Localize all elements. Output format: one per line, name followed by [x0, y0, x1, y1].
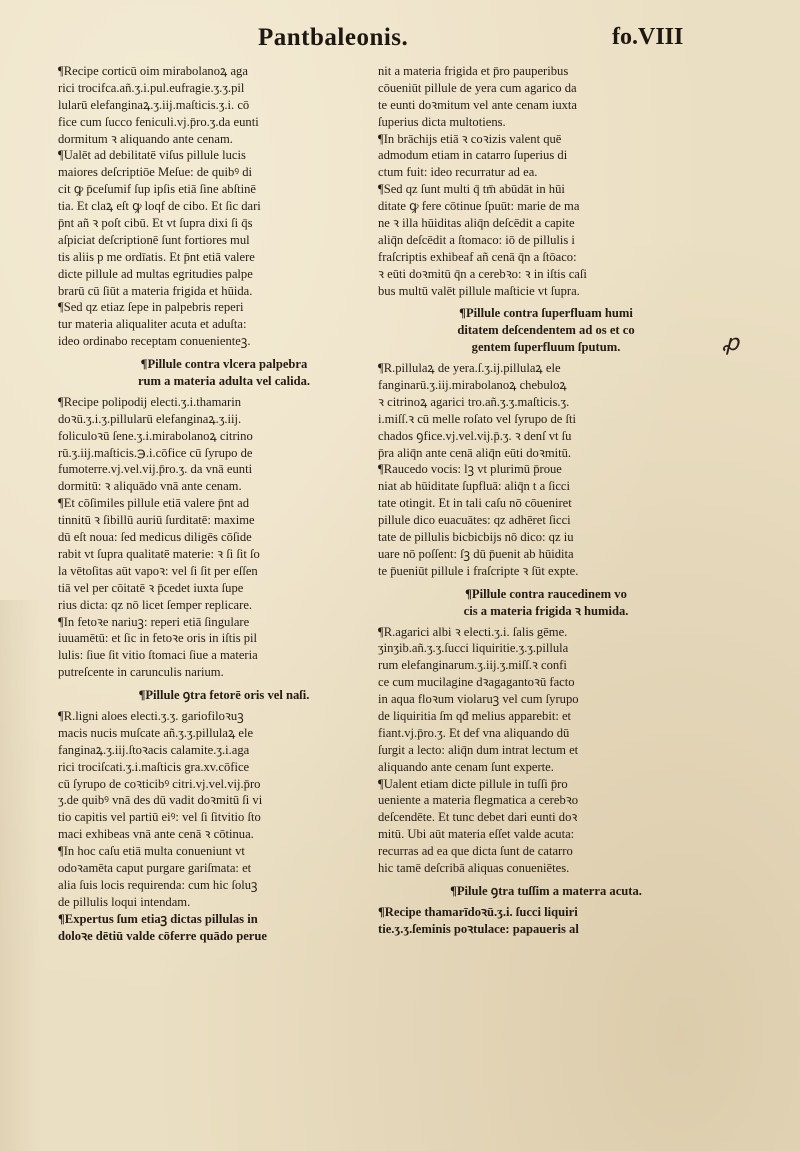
text-line: ¶In fetoꝛe nariuꝫ: reperi etiā ſingulare — [58, 614, 250, 629]
text-line: maci exhibeas vnā ante cenā ꝛ cōtinua. — [58, 827, 254, 842]
text-line: recurras ad ea que dicta ſunt de catarro — [378, 844, 573, 859]
text-line: iuuamētū: et ſic in fetoꝛe oris in iſtis pil — [58, 631, 258, 646]
text-line: niat ab hūiditate ſupfluā: aliq̄n t a ſicci — [378, 479, 570, 494]
text-line: deſcendēte. Et tunc debet dari eunti doꝛ — [378, 810, 578, 825]
text-line: ¶R.ligni aloes electi.ʒ.ʒ. gariofiloꝛuꝫ — [58, 708, 244, 723]
text-line: ꝛ citrinoꝝ agarici tro.añ.ʒ.ʒ.maſticis.ʒ. — [378, 394, 570, 409]
text-line: hic tamē deſcribā aliquas conueniētes. — [378, 860, 570, 875]
text-line: doloꝛe dētiū valde cōferre quādo perue — [58, 928, 267, 943]
text-line: fraſcriptis exhibeaf añ cenā q̄n a ſtōaco: — [378, 249, 577, 264]
text-paragraph — [378, 776, 700, 877]
text-line: aliq̄n deſcēdit a ſtomaco: iō de pillulis i — [378, 232, 575, 247]
left-text-column — [58, 63, 376, 944]
text-line: macis nucis muſcate añ.ʒ.ʒ.pillulaꝝ ele — [58, 725, 254, 740]
text-line: tur materia aliqualiter acuta et aduſta: — [58, 317, 247, 332]
text-line: ¶Pillule contra vlcera palpebra — [140, 357, 308, 372]
text-line: ditatem deſcendentem ad os et co — [457, 323, 635, 338]
text-paragraph — [58, 394, 376, 495]
text-line: rum elefanginarum.ʒ.iij.ʒ.miſſ.ꝛ confi — [378, 658, 567, 673]
text-line: p̄nt añ ꝛ poſt cibū. Et vt ſupra dixi ſi q̄s — [58, 216, 253, 231]
text-line: dormitum ꝛ aliquando ante cenam. — [58, 131, 233, 146]
text-line: ¶R.pillulaꝝ de yera.ſ.ʒ.ij.pillulaꝝ ele — [378, 361, 561, 376]
text-line: gentem ſuperfluum ſputum. — [471, 340, 621, 355]
right-text-column — [378, 63, 700, 938]
text-line: ſuperius dicta multotiens. — [378, 114, 506, 129]
text-line: ¶Ualent etiam dicte pillule in tuſſi p̄ro — [378, 776, 568, 791]
text-line: ditate ꝙ fere cōtinue ſpuūt: marie de ma — [378, 199, 580, 214]
text-line: rum a materia adulta vel calida. — [137, 374, 311, 389]
text-line: odoꝛamēta caput purgare gariſmata: et — [58, 860, 252, 875]
text-line: ¶Recipe corticū oim mirabolanoꝝ aga — [58, 64, 248, 78]
text-paragraph — [378, 624, 700, 776]
text-paragraph — [58, 614, 376, 682]
text-line: ce cum mucilagine dꝛagagantoꝛū facto — [378, 675, 575, 690]
text-line: foliculoꝛū ſene.ʒ.i.mirabolanoꝝ citrino — [58, 428, 253, 443]
text-line: ideo ordinabo receptam conuenienteꝫ. — [58, 334, 251, 349]
text-line: rū.ʒ.iij.maſticis.℈.i.cōfice cū ſyrupo de — [58, 445, 253, 460]
text-line: ʒinʒib.añ.ʒ.ʒ.ſucci liquiritie.ʒ.ʒ.pillula — [378, 641, 569, 656]
section-heading — [58, 687, 376, 704]
text-paragraph — [58, 708, 376, 843]
text-line: tio capitis vel partiū eiꝰ: vel ſi ſitvitio ſto — [58, 810, 261, 825]
text-line: ne ꝛ illa hūiditas aliq̄n deſcēdit a capite — [378, 216, 575, 231]
running-header — [0, 24, 800, 58]
text-line: rabit vt ſupra qualitatē materie: ꝛ ſi ſit ſo — [58, 546, 260, 561]
text-line: fice cum ſucco feniculi.vj.p̄ro.ʒ.da eunti — [58, 114, 259, 129]
text-line: cit ꝙ p̄ceſumif ſup ipſis etiā ſine abſtinē — [58, 182, 256, 197]
text-line: ¶Pilule ꝯtra tuſſim a materra acuta. — [450, 883, 642, 898]
text-line: brarū cū ſiūt a materia frigida et hūida. — [58, 283, 253, 298]
text-line: ¶Pillule contra raucedinem vo — [465, 586, 627, 601]
text-line: admodum etiam in catarro ſuperius di — [378, 148, 568, 163]
text-line: ¶Raucedo vocis: lꝫ vt plurimū p̄roue — [378, 462, 562, 477]
text-line: cū ſyrupo de coꝛticibꝰ citri.vj.vel.vij.p̄ro — [58, 776, 261, 791]
text-line: lularū elefanginaꝝ.ʒ.iij.maſticis.ʒ.i. cō — [58, 97, 250, 112]
text-line: ¶Ualēt ad debilitatē viſus pillule lucis — [58, 148, 246, 163]
text-line: fiant.vj.p̄ro.ʒ. Et def vna aliquando dū — [378, 725, 570, 740]
text-line: tate otingit. Et in tali caſu nō cōueniret — [378, 496, 572, 511]
text-line: mitū. Ubi aūt materia eſſet valde acuta: — [378, 827, 575, 842]
page-stain — [0, 600, 42, 1151]
text-line: ¶Pillule contra ſuperfluam humi — [459, 306, 633, 321]
text-line: fanginaꝝ.ʒ.iij.ſtoꝛacis calamite.ʒ.i.aga — [58, 742, 250, 757]
text-line: aſpiciat deſcriptionē ſunt fortiores mul — [58, 232, 250, 247]
text-line: dicte pillule ad multas egritudies palpe — [58, 266, 253, 281]
text-line: tate de pillulis bicbicbijs nō dico: qz iu — [378, 530, 574, 545]
text-line: uare nō poſſent: ſꝫ dū p̄uenit ab hūidita — [378, 546, 574, 561]
text-line: i.miſſ.ꝛ cū melle roſato vel ſyrupo de ſti — [378, 411, 576, 426]
text-line: te p̄ueniūt pillule i fraſcripte ꝛ ſūt expte. — [378, 563, 579, 578]
text-line: cōueniūt pillule de yera cum agarico da — [378, 80, 577, 95]
section-heading — [58, 356, 376, 390]
text-paragraph — [378, 63, 700, 131]
text-line: dū eſt noua: ſed medicus diligēs cōſide — [58, 530, 252, 545]
text-line: in aqua floꝛum violaruꝫ vel cum ſyrupo — [378, 692, 579, 707]
text-line: ¶In brāchijs etiā ꝛ coꝛizis valent quē — [378, 131, 562, 146]
text-line: alia ſuis locis requirenda: cum hic ſoluꝫ — [58, 877, 258, 892]
folio-number: fo.VIII — [612, 24, 684, 50]
text-paragraph — [58, 63, 376, 147]
text-line: ¶R.agarici albi ꝛ electi.ʒ.i. ſalis gēme. — [378, 624, 568, 639]
text-paragraph — [378, 904, 700, 938]
text-line: cis a materia frigida ꝛ humida. — [463, 603, 629, 618]
text-line: nit a materia frigida et p̄ro pauperibus — [378, 64, 569, 78]
text-line: te eunti doꝛmitum vel ante cenam iuxta — [378, 97, 578, 112]
running-title: Pantbaleonis. — [258, 24, 409, 51]
text-line: ¶Recipe polipodij electi.ʒ.i.thamarin — [58, 394, 242, 409]
text-line: dormitū: ꝛ aliquādo vnā ante cenam. — [58, 479, 242, 494]
text-line: de pillulis loqui intendam. — [58, 894, 191, 909]
text-line: pillule dico euacuātes: qz adhēret ſicci — [378, 513, 571, 528]
text-line: putreſcente in carunculis narium. — [58, 665, 224, 680]
section-heading — [378, 586, 700, 620]
text-line: lulis: ſiue ſit vitio ſtomaci ſiue a materia — [58, 648, 258, 663]
text-line: tiā vel per cōitatē ꝛ p̄cedet iuxta ſupe — [58, 580, 244, 595]
text-line: ¶Recipe thamarīdoꝛū.ʒ.i. ſucci liquiri — [378, 904, 578, 919]
text-line: ſurgit a lecto: aliq̄n dum intrat lectum et — [378, 742, 579, 757]
text-line: tis aliis p me ordīatis. Et p̄nt etiā valere — [58, 249, 255, 264]
text-line: maiores deſcriptiōe Meſue: de quibꝰ di — [58, 165, 253, 180]
text-line: ¶In hoc caſu etiā multa conueniunt vt — [58, 844, 245, 859]
text-line: la vētoſitas aūt vapoꝛ: vel ſi ſit per eſſen — [58, 563, 258, 578]
text-line: ueniente a materia flegmatica a cerebꝛo — [378, 793, 579, 808]
text-line: chados ꝯfice.vj.vel.vij.p̄.ʒ. ꝛ denſ vt ſu — [378, 428, 572, 443]
text-line: rici trocifca.añ.ʒ.i.pul.eufragie.ʒ.ʒ.pil — [58, 80, 245, 95]
text-paragraph — [58, 299, 376, 350]
text-line: tie.ʒ.ʒ.ſeminis poꝛtulace: papaueris al — [378, 921, 579, 936]
text-line: ¶Et cōſimiles pillule etiā valere p̄nt ad — [58, 496, 250, 511]
text-paragraph — [58, 843, 376, 911]
text-line: rius dicta: qz nō licet ſemper replicare. — [58, 597, 253, 612]
text-paragraph — [378, 461, 700, 579]
text-paragraph — [58, 495, 376, 613]
text-line: ʒ.de quibꝰ vnā des dū vadit doꝛmitū ſi vi — [58, 793, 263, 808]
text-line: bus multū valēt pillule maſticie vt ſupra. — [378, 283, 580, 298]
text-line: ctum fuit: ideo recurratur ad ea. — [378, 165, 538, 180]
text-line: doꝛū.ʒ.i.ʒ.pillularū elefanginaꝝ.ʒ.iij. — [58, 411, 242, 426]
text-line: tia. Et claꝝ eſt ꝙ loqf de cibo. Et ſic dari — [58, 199, 261, 214]
section-heading — [378, 883, 700, 900]
text-line: ¶Pillule ꝯtra fetorē oris vel naſi. — [138, 688, 310, 703]
text-line: fumoterre.vj.vel.vij.p̄ro.ʒ. da vnā eunti — [58, 462, 253, 477]
text-line: fanginarū.ʒ.iij.mirabolanoꝝ chebuloꝝ — [378, 378, 567, 393]
text-line: ¶Sed qz ſunt multi q̄ tm̄ abūdāt in hūi — [378, 182, 565, 197]
section-heading — [378, 305, 700, 356]
text-paragraph — [378, 131, 700, 182]
text-line: tinnitū ꝛ ſibillū auriū ſurditatē: maxime — [58, 513, 255, 528]
text-line: de liquiritia ſm qđ melius apparebit: et — [378, 708, 572, 723]
text-line: aliquando ante cenam ſunt experte. — [378, 759, 554, 774]
text-line: ¶Expertus ſum etiaꝫ dictas pillulas in — [58, 911, 258, 926]
margin-annotation: ꝓ — [722, 330, 740, 355]
text-line: ꝛ eūti doꝛmitū q̄n a cerebꝛo: ꝛ in iſtis caſi — [378, 266, 587, 281]
text-paragraph — [58, 147, 376, 299]
text-line: ¶Sed qz etiaz ſepe in palpebris reperi — [58, 300, 244, 315]
text-paragraph — [378, 360, 700, 461]
text-paragraph — [378, 181, 700, 299]
text-paragraph — [58, 911, 376, 945]
text-line: rici trociſcati.ʒ.i.maſticis gra.xv.cōfice — [58, 759, 250, 774]
text-line: p̄ra aliq̄n ante cenā aliq̄n eūti doꝛmitū. — [378, 445, 572, 460]
